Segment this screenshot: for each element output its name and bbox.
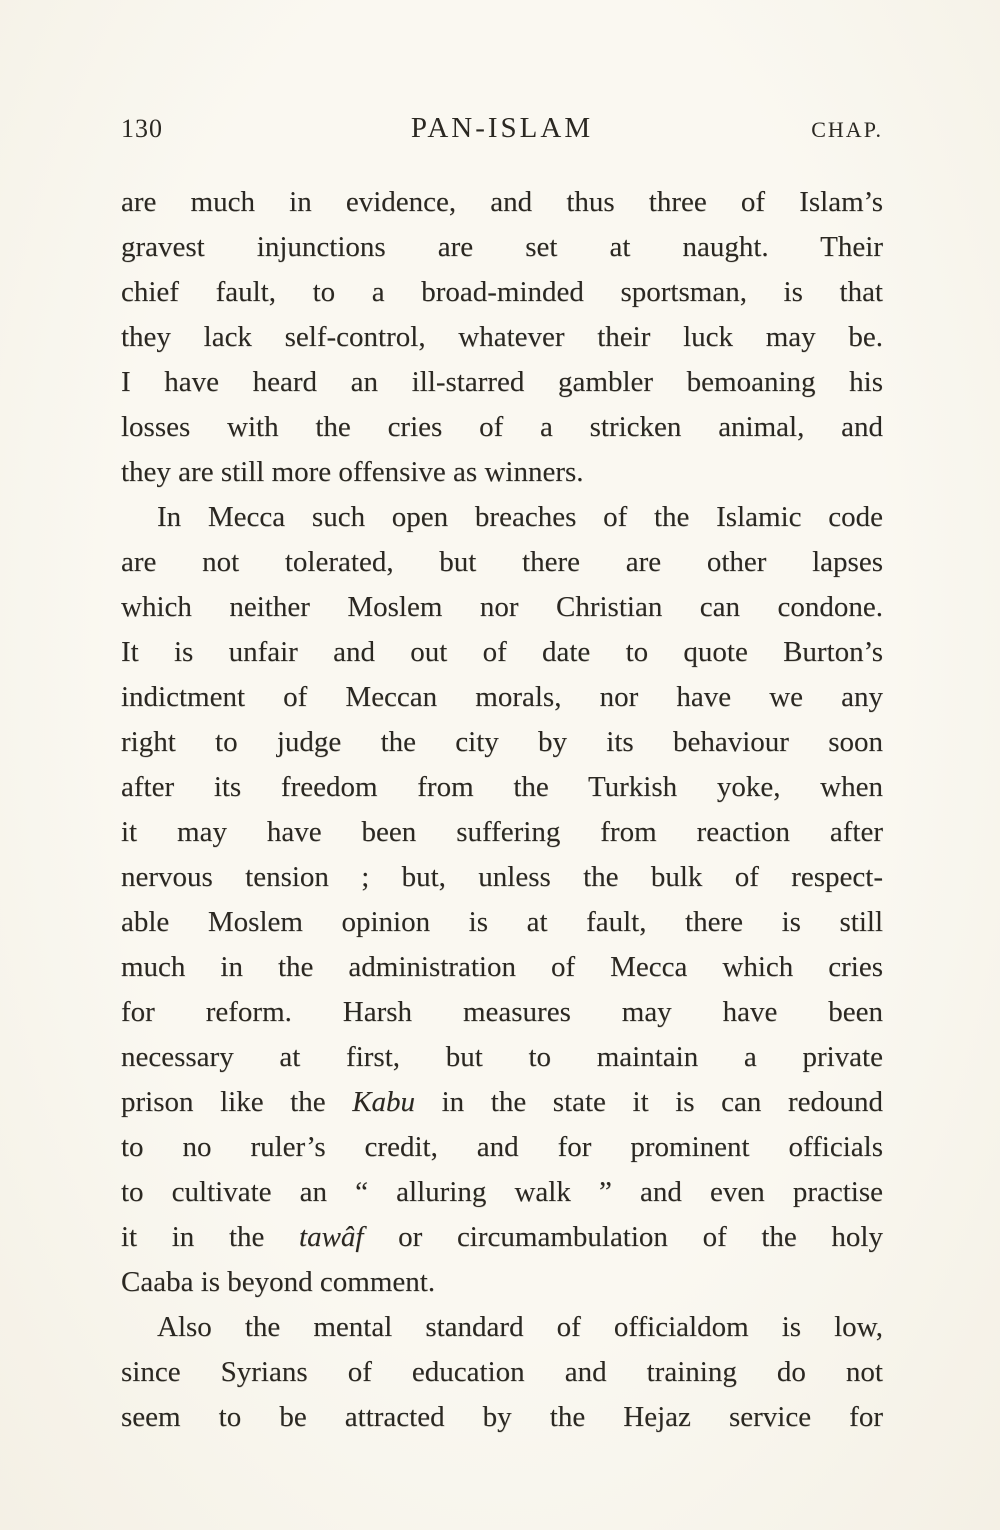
text-line — [121, 720, 883, 765]
text-line — [121, 585, 883, 630]
text-run: nervous tension ; but, unless the bulk of respect- — [121, 861, 883, 893]
text-line — [121, 945, 883, 990]
text-run: prison like the — [121, 1086, 353, 1118]
text-line — [121, 180, 883, 225]
text-run: It is unfair and out of date to quote Burton’s — [121, 636, 883, 668]
text-run: gravest injunctions are set at naught. Their — [121, 231, 883, 263]
text-run: to cultivate an “ alluring walk ” and even practise — [121, 1176, 883, 1208]
text-line — [121, 1125, 883, 1170]
page-number: 130 — [121, 114, 163, 143]
running-head — [121, 112, 883, 145]
text-run: Caaba is beyond comment. — [121, 1266, 436, 1298]
text-line — [121, 1260, 883, 1305]
text-run: right to judge the city by its behaviour soon — [121, 726, 883, 758]
text-run: they are still more offensive as winners. — [121, 456, 584, 488]
text-line — [121, 1395, 883, 1440]
text-line — [121, 1035, 883, 1080]
italic-text-run: tawâf — [299, 1221, 364, 1253]
italic-text-run: Kabu — [352, 1086, 416, 1118]
text-line — [121, 900, 883, 945]
text-line — [121, 1170, 883, 1215]
text-run: it in the — [121, 1221, 300, 1253]
text-run: much in the administration of Mecca which cries — [121, 951, 883, 983]
text-line — [121, 990, 883, 1035]
text-run: In Mecca such open breaches of the Islamic code — [157, 501, 883, 533]
paragraph — [121, 180, 883, 495]
text-run: it may have been suffering from reaction after — [121, 816, 883, 848]
text-run: chief fault, to a broad-minded sportsman, is that — [121, 276, 883, 308]
text-line — [121, 675, 883, 720]
text-line — [121, 630, 883, 675]
page-body — [121, 180, 883, 1440]
text-line — [121, 540, 883, 585]
text-line — [121, 360, 883, 405]
text-run: necessary at first, but to maintain a private — [121, 1041, 883, 1073]
text-line — [121, 1305, 883, 1350]
text-run: losses with the cries of a stricken animal, and — [121, 411, 883, 443]
text-run: seem to be attracted by the Hejaz service for — [121, 1401, 883, 1433]
paragraph — [121, 495, 883, 1305]
text-run: are much in evidence, and thus three of Islam’s — [121, 186, 883, 218]
text-line — [121, 855, 883, 900]
text-line — [121, 225, 883, 270]
text-run: indictment of Meccan morals, nor have we any — [121, 681, 883, 713]
text-line — [121, 405, 883, 450]
page-title: PAN-ISLAM — [410, 112, 594, 144]
text-run: which neither Moslem nor Christian can condone. — [121, 591, 883, 623]
text-line — [121, 1350, 883, 1395]
text-line — [121, 450, 883, 495]
text-run: they lack self-control, whatever their luck may be. — [121, 321, 883, 353]
text-run: since Syrians of education and training do not — [121, 1356, 883, 1388]
paragraph — [121, 1305, 883, 1440]
text-line — [121, 765, 883, 810]
text-line — [121, 1215, 883, 1260]
text-run: in the state it is can redound — [415, 1086, 884, 1118]
chapter-label: CHAP. — [811, 117, 883, 142]
text-run: after its freedom from the Turkish yoke, when — [121, 771, 883, 803]
text-run: are not tolerated, but there are other lapses — [121, 546, 883, 578]
text-run: Also the mental standard of officialdom is low, — [157, 1311, 883, 1343]
text-line — [121, 810, 883, 855]
text-line — [121, 495, 883, 540]
text-run: to no ruler’s credit, and for prominent officials — [121, 1131, 883, 1163]
text-line — [121, 270, 883, 315]
text-line — [121, 1080, 883, 1125]
text-run: for reform. Harsh measures may have been — [121, 996, 883, 1028]
text-run: I have heard an ill-starred gambler bemoaning his — [121, 366, 883, 398]
text-run: able Moslem opinion is at fault, there is still — [121, 906, 883, 938]
text-run: or circumambulation of the holy — [363, 1221, 883, 1253]
text-line — [121, 315, 883, 360]
